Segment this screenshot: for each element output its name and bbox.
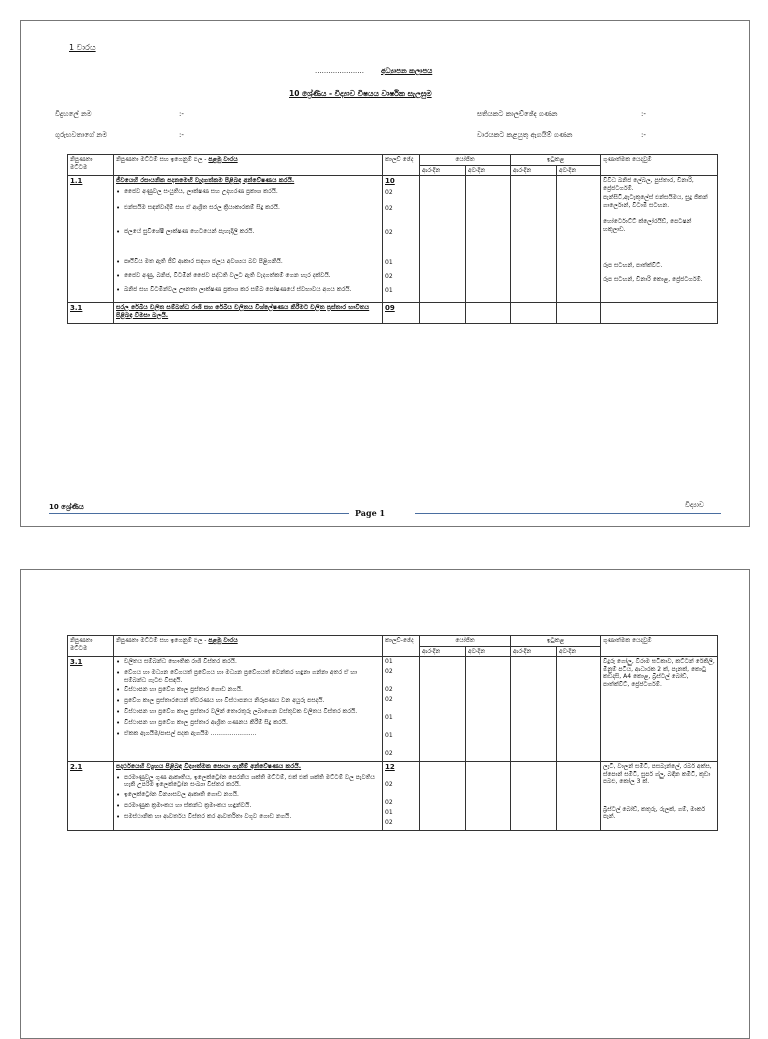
outcome-resources: රූප සටහන්, චීනාරි කොළ, ප්‍රේජටර්ගම්. bbox=[603, 276, 703, 283]
date-cell bbox=[420, 657, 466, 762]
outcome-periods: 01 bbox=[385, 286, 393, 294]
learning-outcome-text: පරමාණුවල ගුණ ආකෘතිය, ඉලෙක්ට්‍රෝන පෙරනිය ශක්ති මට්ටම්, එක් එක් ශක්ති මට්ටම් වල පැවතිය හැකි උපරිම ඉලෙක්ට්‍රෝන සංඛ්‍යා විස්තර කරයි. bbox=[124, 773, 375, 789]
heading-periods: 12 bbox=[385, 763, 395, 771]
date-cell bbox=[466, 176, 511, 303]
outcome-periods: 02 bbox=[385, 799, 393, 806]
date-cell bbox=[557, 657, 601, 762]
header-actual: ඉටුකළ bbox=[511, 636, 601, 647]
learning-outcome-text: ප්‍රවේග කාල ප්‍රස්තාරයෙන් ත්වරණය හා විස්ථාපනය නිරූපණය වන අයුරු පසදයි. bbox=[124, 697, 325, 704]
date-cell bbox=[557, 762, 601, 831]
teacher-name-colon: :- bbox=[179, 131, 184, 139]
outcome-resources: විවිධ ඛනිජ ලේබල, පුස්තාර, චීනාරි, ප්‍රේජටර්ගම්. bbox=[603, 177, 694, 192]
resources-text: ලැටි, වාලන් සමීටි, පසබැන්ලේ, රබර් අක්ස, ස්පොන් සමීටි, සුපර් ග්ලු, බඳින කමීටි, කුඩා පබළු, කෝල 3 ක්. bbox=[603, 763, 712, 785]
bullet-icon: • bbox=[116, 801, 121, 810]
competency-number: 2.1 bbox=[70, 763, 83, 771]
school-name-label: විදුහලේ නම bbox=[55, 110, 92, 118]
outcome-periods: 02 bbox=[385, 781, 393, 788]
competency-number: 1.1 bbox=[70, 177, 83, 185]
learning-outcome-text: විස්ථාපන හා ප්‍රවේග කාල ප්‍රස්තාර ගොඩ නගයි. bbox=[124, 686, 243, 693]
learning-outcome-text: ඉලෙක්ට්‍රෝන වින්‍යාසවල ආකෘති ගොඩ නගයි. bbox=[124, 790, 239, 798]
learning-outcome-item bbox=[116, 204, 380, 226]
term-heading: 1 වාරය bbox=[69, 43, 96, 52]
competency-level-cell bbox=[68, 302, 114, 324]
competency-heading: ජීවයෙහි රසායනික පදනමෙහි වැදගත්කම පිළිබඳ අන්වේෂණය කරයි. bbox=[116, 177, 295, 184]
annual-plan-table bbox=[67, 154, 718, 324]
header-actual-end: අවංදින bbox=[557, 646, 601, 657]
learning-outcome-item bbox=[116, 697, 380, 706]
bullet-icon: • bbox=[116, 730, 121, 738]
outcome-periods: 01 bbox=[385, 714, 393, 721]
periods-cell bbox=[383, 657, 420, 762]
header-outcomes: නිපුණතා මට්ටම් සහ ඉගෙනුම් ඵල - පළමු වාරය bbox=[114, 636, 383, 657]
learning-outcome-text: වේගය හා මධ්‍යන වේගයත් ප්‍රවේගය හා මධ්‍යන ප්‍රවේගයත් වෙන්කර හඳුනා ගන්නා අතර ඒ හා සම්බන්ධ ගැටළු විසඳයි. bbox=[124, 669, 358, 684]
learning-outcome-item bbox=[116, 813, 380, 822]
header-planned-start: ආරංදින bbox=[420, 165, 466, 176]
date-cell bbox=[557, 176, 601, 303]
resources-text-secondary: බ්‍රිස්ටල් බෝඩ්, කතුරු, රුලක්, ගම්, මාකර් පෑන්. bbox=[603, 805, 706, 820]
outcome-periods: 02 bbox=[385, 228, 393, 236]
bullet-icon: • bbox=[116, 686, 121, 694]
competency-number: 3.1 bbox=[70, 658, 83, 666]
date-cell bbox=[511, 762, 557, 831]
bullet-icon: • bbox=[116, 697, 121, 705]
bullet-icon: • bbox=[116, 708, 121, 716]
outcome-periods: 01 bbox=[385, 732, 393, 739]
date-cell bbox=[557, 302, 601, 324]
outcomes-cell bbox=[114, 302, 383, 324]
header-competency-level: නිපුණතා මට්ටම bbox=[68, 636, 114, 657]
learning-outcome-text: පෘථිවිය මත ඇති ජීව් ආකාර සඳහා ජලය අවශ්‍යය බව පිළිගනියි. bbox=[124, 257, 283, 265]
header-actual-start: ආරංදින bbox=[511, 646, 557, 657]
learning-outcome-text: විස්ථාපන හා ප්‍රවේග කාල ප්‍රස්තාර වලින් තොරතුරු ලබාගෙන වස්තුවක චලිතය විස්තර කරයි. bbox=[124, 708, 358, 715]
outcome-periods: 02 bbox=[385, 668, 393, 675]
learning-outcome-item bbox=[116, 188, 380, 202]
resources-cell bbox=[601, 657, 718, 762]
bullet-icon: • bbox=[116, 227, 121, 236]
outcome-periods: 01 bbox=[385, 658, 393, 665]
header-actual-start: ආරංදින bbox=[511, 165, 557, 176]
learning-outcome-text: චලිතය සම්බන්ධ භෞතික රාශි විස්තර කරයි. bbox=[124, 658, 237, 665]
date-cell bbox=[466, 657, 511, 762]
header-qualitative-inputs: ගුණාත්මක යෙදවුම් bbox=[601, 636, 718, 657]
learning-outcome-text: ජලයේ සුවිශේෂී ලාක්ෂණ හෙටයෙන් පැහැදිලි කරයි. bbox=[124, 227, 255, 235]
header-periods: කාලච්-ඡේද bbox=[383, 636, 420, 657]
competency-heading: සරල රේඛීය චලිත සම්බන්ධ රාශි සහ රේඛීය චලිතය විශ්ලේෂණය කිරීමට චලිත ප්‍රස්තාර භාවිතය පිළිබඳ විමසා බලයි. bbox=[116, 303, 370, 319]
header-periods: කාලච් ඡේද bbox=[383, 155, 420, 176]
table-row bbox=[68, 302, 718, 324]
learning-outcome-item bbox=[116, 802, 380, 811]
table-row bbox=[68, 176, 718, 303]
document-page-1 bbox=[20, 20, 750, 527]
outcome-periods: 02 bbox=[385, 696, 393, 703]
learning-outcome-item bbox=[116, 791, 380, 800]
competency-level-cell bbox=[68, 657, 114, 762]
learning-outcome-item bbox=[116, 730, 380, 739]
term-assessments-colon: :- bbox=[641, 131, 646, 139]
outcomes-cell bbox=[114, 762, 383, 831]
learning-outcome-item bbox=[116, 669, 380, 684]
header-planned-end: අවංදින bbox=[466, 165, 511, 176]
weekly-periods-colon: :- bbox=[641, 110, 646, 118]
zone-dots: ...................... bbox=[315, 67, 364, 75]
date-cell bbox=[511, 176, 557, 303]
teacher-name-label: ගුරුභවතාගේ නම bbox=[55, 131, 108, 139]
outcome-periods: 01 bbox=[385, 258, 393, 266]
bullet-icon: • bbox=[116, 669, 121, 677]
competency-level-cell bbox=[68, 762, 114, 831]
bullet-icon: • bbox=[116, 719, 121, 727]
outcome-periods: 02 bbox=[385, 188, 393, 196]
periods-cell bbox=[383, 302, 420, 324]
bullet-icon: • bbox=[116, 257, 121, 266]
heading-periods: 10 bbox=[385, 177, 395, 185]
learning-outcome-text: ඛනිජ සහ විටමින්වල ඌනතා ලාක්ෂණ ප්‍රකාශ කර සම්බ පෝෂණයේ ස්වභාවය අගය කරයි. bbox=[124, 285, 352, 293]
footer-rule-right bbox=[415, 513, 721, 514]
header-planned-end: අවංදින bbox=[466, 646, 511, 657]
bullet-icon: • bbox=[116, 812, 121, 821]
date-cell bbox=[466, 302, 511, 324]
learning-outcome-item bbox=[116, 658, 380, 667]
footer-grade: 10 ශ්‍රේණිය bbox=[49, 503, 84, 511]
header-actual: ඉටුකළ bbox=[511, 155, 601, 166]
learning-outcome-item bbox=[116, 708, 380, 717]
learning-outcome-item bbox=[116, 286, 380, 298]
footer-rule-left bbox=[49, 513, 349, 514]
learning-outcome-text: ජෛව අණු, ඛනිජ, විටමින් ජෛව පද්ධති වලට ඇති වැදගත්කම් ගෙන හැර දක්වයි. bbox=[124, 271, 331, 279]
date-cell bbox=[420, 176, 466, 303]
outcome-periods: 02 bbox=[385, 686, 393, 693]
outcome-periods: 02 bbox=[385, 204, 393, 212]
learning-outcome-item bbox=[116, 774, 380, 789]
bullet-icon: • bbox=[116, 271, 121, 280]
learning-outcome-text: ඒකක ඇගයීම/පාසල් පදක ඇගයීම ........................ bbox=[124, 730, 257, 737]
learning-outcome-text: පරමාණුක ක්‍රමාංකය හා ස්කන්ධ ක්‍රමාංකය හඳුන්වයි. bbox=[124, 801, 252, 809]
table-row bbox=[68, 657, 718, 762]
learning-outcome-text: විස්ථාපන හා ප්‍රවේග කාල ප්‍රස්තාර ආශ්‍රිත ගණනය කිරීම් සිදු කරයි. bbox=[124, 719, 288, 726]
bullet-icon: • bbox=[116, 285, 121, 294]
outcomes-cell bbox=[114, 176, 383, 303]
header-planned-start: ආරංදින bbox=[420, 646, 466, 657]
date-cell bbox=[511, 657, 557, 762]
outcome-periods: 02 bbox=[385, 819, 393, 826]
outcome-resources: පැන්සිටි,ඇටැකුලේස් එන්සයිමය, සුදු ජිකන් ගාර්ලොන්, විටාමි සටහන. bbox=[603, 194, 708, 209]
table-row bbox=[68, 762, 718, 831]
document-title: 10 ශ්‍රේණිය - විද්‍යාව විෂයය වාර්ෂික සැලසුම bbox=[289, 89, 432, 98]
competency-heading: පදාර්ථයෙහි ව්‍යුහය පිළිබඳ විද්‍යාත්මක සොයා ගැනීම් අන්වේෂණය කරයි. bbox=[116, 763, 302, 770]
weekly-periods-label: සතියකට කාලච්ඡේද ගණන bbox=[477, 110, 558, 118]
bullet-icon: • bbox=[116, 203, 121, 212]
school-name-colon: :- bbox=[179, 110, 184, 118]
header-outcomes: නිපුණතා මට්ටම් සහ ඉගෙනුම් ඵල - පළමු වාරය bbox=[114, 155, 383, 176]
bullet-icon: • bbox=[116, 790, 121, 799]
bullet-icon: • bbox=[116, 187, 121, 196]
outcomes-cell bbox=[114, 657, 383, 762]
header-qualitative-inputs: ගුණාත්මක යෙදවුම් bbox=[601, 155, 718, 176]
footer-subject: විද්‍යාව bbox=[685, 501, 704, 509]
outcome-resources bbox=[603, 248, 715, 260]
zone-label: අධ්‍යාපන කලාපය bbox=[381, 67, 433, 75]
learning-outcome-item bbox=[116, 228, 380, 256]
outcome-resources: හෝර්ටොට්ට් ක්ලෝරයිඩ්, පෙටෂන් හකුලාඩ. bbox=[603, 218, 692, 233]
resources-cell bbox=[601, 302, 718, 324]
date-cell bbox=[466, 762, 511, 831]
outcome-periods: 02 bbox=[385, 750, 393, 757]
header-planned: යෝජිත bbox=[420, 155, 511, 166]
header-planned: යෝජිත bbox=[420, 636, 511, 647]
date-cell bbox=[511, 302, 557, 324]
header-actual-end: අවංදින bbox=[557, 165, 601, 176]
date-cell bbox=[420, 302, 466, 324]
annual-plan-table-continued bbox=[67, 635, 718, 831]
term-assessments-label: වාරයකට කළයුතු ඇගයීම් ගණන bbox=[477, 131, 573, 139]
learning-outcome-item bbox=[116, 272, 380, 284]
learning-outcome-item bbox=[116, 719, 380, 728]
learning-outcome-text: එන්සයිම සඳන්වාදිම් සහ ඒ ආශ්‍රිත සරල ක්‍රියාකාරකම් සිදු කරයි. bbox=[124, 203, 280, 211]
resources-cell bbox=[601, 176, 718, 303]
footer-page-number: Page 1 bbox=[355, 508, 386, 518]
learning-outcome-text: සමස්ථානික හා ආවර්තය විස්තර කර ආවර්තිතා වගුව ගොඩ නගයි. bbox=[124, 812, 292, 820]
outcome-periods: 01 bbox=[385, 809, 393, 816]
bullet-icon: • bbox=[116, 658, 121, 666]
resources-text: විදුරු ගෝලු, විරාම ඝටිකාව, කට්ටන් රේකිලි, මිනුම් පටිය, ආධාරක 2 ක්, පැනක්, කොටු කඩදාසි, A4 කොළ, බ්‍රිස්ටල් බෝඩ්, පාත්ක්විට්, ප්‍රේජටර්ගම්. bbox=[603, 658, 715, 688]
bullet-icon: • bbox=[116, 773, 121, 782]
date-cell bbox=[420, 762, 466, 831]
periods-cell bbox=[383, 176, 420, 303]
outcome-resources: රූප සටහන්, පාත්ක්විට්. bbox=[603, 262, 663, 269]
periods-cell bbox=[383, 762, 420, 831]
heading-periods: 09 bbox=[385, 303, 395, 312]
competency-number: 3.1 bbox=[70, 303, 83, 312]
learning-outcome-item bbox=[116, 686, 380, 695]
header-competency-level: නිපුණතා මට්ටම bbox=[68, 155, 114, 176]
document-page-2 bbox=[20, 569, 750, 1039]
learning-outcome-item bbox=[116, 258, 380, 270]
learning-outcome-text: ජෛව අණුවල සංයුතිය, ලාක්ෂණ සහ උදාහරණ ප්‍රකාශ කරයි. bbox=[124, 187, 278, 195]
resources-cell bbox=[601, 762, 718, 831]
competency-level-cell bbox=[68, 176, 114, 303]
outcome-periods: 02 bbox=[385, 272, 393, 280]
